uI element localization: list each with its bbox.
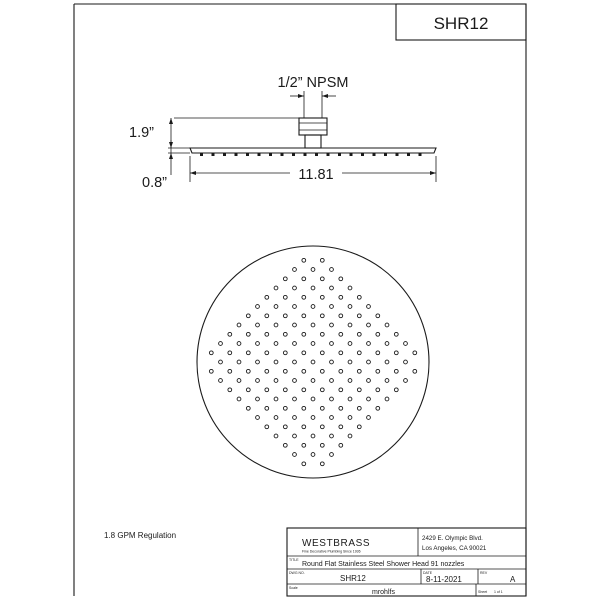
nozzle-hole (228, 388, 232, 392)
nozzle-hole (339, 295, 343, 299)
nozzle-hole (348, 323, 352, 327)
nozzle-hole (311, 305, 315, 309)
nozzle-hole (302, 332, 306, 336)
nozzle-hole (311, 323, 315, 327)
nozzle-hole (283, 425, 287, 429)
sheet-value: 1 of 1 (494, 590, 503, 594)
nozzle-hole (265, 388, 269, 392)
nozzle-hole (246, 369, 250, 373)
nozzle-hole (311, 434, 315, 438)
thread-size-dimension: 1/2” NPSM (277, 75, 349, 91)
nozzle-hole (283, 443, 287, 447)
nozzle-hole (274, 323, 278, 327)
nozzle-hole (320, 406, 324, 410)
nozzle-hole (219, 360, 223, 364)
nozzle-hole (283, 332, 287, 336)
nozzle-hole (256, 416, 260, 420)
plate-thickness-dimension: 0.8” (142, 175, 167, 191)
nozzle-hole (265, 369, 269, 373)
nozzle-hole (237, 397, 241, 401)
nozzle-hole (357, 314, 361, 318)
nozzle-hole (376, 332, 380, 336)
nozzle-hole (246, 406, 250, 410)
nozzle-hole (302, 443, 306, 447)
nozzle-hole (367, 342, 371, 346)
nozzle-hole (302, 388, 306, 392)
nozzle-hole (228, 351, 232, 355)
nozzle-hole (320, 462, 324, 466)
nozzle-tip (407, 153, 410, 156)
nozzle-hole (283, 314, 287, 318)
nozzle-hole (330, 305, 334, 309)
nozzle-hole (348, 342, 352, 346)
nozzle-tip (212, 153, 215, 156)
nozzle-hole (330, 286, 334, 290)
nozzle-hole (320, 295, 324, 299)
nozzle-hole (404, 342, 408, 346)
nozzle-hole (256, 379, 260, 383)
arm-height-dimension: 1.9” (129, 125, 154, 141)
nozzle-hole (256, 342, 260, 346)
nozzle-hole (274, 416, 278, 420)
nozzle-hole (320, 277, 324, 281)
nozzle-hole (274, 434, 278, 438)
nozzle-hole (367, 360, 371, 364)
nozzle-hole (256, 397, 260, 401)
nozzle-hole (357, 388, 361, 392)
nozzle-hole (413, 369, 417, 373)
rev-value: A (510, 575, 516, 584)
nozzle-hole (367, 397, 371, 401)
nozzle-hole (339, 314, 343, 318)
nozzle-hole (367, 305, 371, 309)
nozzle-tip (292, 153, 295, 156)
nozzle-tip (315, 153, 318, 156)
nozzle-tip (223, 153, 226, 156)
nozzle-hole (339, 277, 343, 281)
date-value: 8-11-2021 (426, 575, 462, 584)
nozzle-tip (396, 153, 399, 156)
nozzle-hole (311, 342, 315, 346)
nozzle-hole (357, 425, 361, 429)
nozzle-hole (404, 360, 408, 364)
nozzle-hole (237, 379, 241, 383)
nozzle-hole (237, 323, 241, 327)
nozzle-hole (302, 314, 306, 318)
nozzle-hole (293, 416, 297, 420)
nozzle-tip (361, 153, 364, 156)
nozzle-hole (376, 351, 380, 355)
nozzle-hole (293, 305, 297, 309)
nozzle-hole (330, 397, 334, 401)
nozzle-hole (348, 397, 352, 401)
nozzle-hole (209, 369, 213, 373)
nozzle-tip (350, 153, 353, 156)
scale-label: Scale (289, 586, 298, 590)
nozzle-hole (330, 453, 334, 457)
drawing-title: Round Flat Stainless Steel Shower Head 91 nozzles (302, 561, 465, 568)
nozzle-hole (293, 397, 297, 401)
nozzle-hole (385, 360, 389, 364)
nozzle-hole (274, 286, 278, 290)
nozzle-hole (265, 295, 269, 299)
nozzle-tip (235, 153, 238, 156)
nozzle-hole (339, 406, 343, 410)
address-line-2: Los Angeles, CA 90021 (422, 545, 487, 552)
face-plan-view (197, 246, 429, 478)
nozzle-hole (246, 388, 250, 392)
date-label: DATE (423, 571, 433, 575)
nozzle-tip (246, 153, 249, 156)
nozzle-hole (357, 332, 361, 336)
nozzle-hole (283, 351, 287, 355)
nozzle-hole (274, 360, 278, 364)
nozzle-hole (274, 397, 278, 401)
nozzle-hole (256, 360, 260, 364)
nozzle-hole (339, 425, 343, 429)
nozzle-hole (367, 416, 371, 420)
nozzle-hole (293, 323, 297, 327)
sheet-label: Sheet (478, 590, 488, 594)
nozzle-hole (283, 369, 287, 373)
nozzle-hole (219, 342, 223, 346)
nozzle-hole (339, 332, 343, 336)
nozzle-hole (320, 258, 324, 262)
nozzle-hole (385, 397, 389, 401)
nozzle-hole (228, 332, 232, 336)
nozzle-hole (311, 416, 315, 420)
nozzle-tip (281, 153, 284, 156)
nozzle-hole (293, 286, 297, 290)
nozzle-hole (348, 360, 352, 364)
drawing-number-label: SHR12 (433, 14, 489, 33)
nozzle-hole (404, 379, 408, 383)
nozzle-hole (320, 388, 324, 392)
title-block (287, 528, 526, 596)
nozzle-hole (339, 351, 343, 355)
nozzle-hole (246, 351, 250, 355)
nozzle-hole (256, 305, 260, 309)
title-label: TITLE (289, 558, 299, 562)
nozzle-hole (348, 305, 352, 309)
nozzle-hole (209, 351, 213, 355)
nozzle-tip (419, 153, 422, 156)
nozzle-hole (413, 351, 417, 355)
nozzle-hole (237, 342, 241, 346)
nozzle-hole (302, 351, 306, 355)
nozzle-hole (385, 342, 389, 346)
nozzle-tip (269, 153, 272, 156)
nozzle-hole (302, 406, 306, 410)
nozzle-hole (394, 332, 398, 336)
nozzle-hole (283, 277, 287, 281)
nozzle-hole (302, 277, 306, 281)
nozzle-tip (200, 153, 203, 156)
nozzle-hole (265, 425, 269, 429)
gpm-regulation-note: 1.8 GPM Regulation (104, 531, 177, 540)
company-tagline: Fine Decorative Plumbing Since 1936 (302, 549, 361, 554)
nozzle-hole (348, 379, 352, 383)
nozzle-hole (357, 369, 361, 373)
nozzle-tip (338, 153, 341, 156)
nozzle-hole (367, 323, 371, 327)
nozzle-tip (327, 153, 330, 156)
nozzle-hole (237, 360, 241, 364)
nozzle-hole (283, 406, 287, 410)
nozzle-tip (304, 153, 307, 156)
nozzle-hole (311, 286, 315, 290)
side-elevation-view (129, 75, 436, 191)
nozzle-hole (339, 388, 343, 392)
nozzle-hole (283, 388, 287, 392)
shower-head-plate-profile (190, 148, 436, 153)
nozzle-hole (330, 360, 334, 364)
nozzle-hole (293, 379, 297, 383)
nozzle-hole (265, 314, 269, 318)
nozzle-hole (320, 369, 324, 373)
nozzle-tip (373, 153, 376, 156)
nozzle-hole (376, 406, 380, 410)
nozzle-hole (330, 379, 334, 383)
nozzle-hole (311, 379, 315, 383)
nozzle-hole (357, 295, 361, 299)
nozzle-hole (394, 388, 398, 392)
nozzle-hole (357, 406, 361, 410)
nozzle-hole (265, 332, 269, 336)
nozzle-hole (302, 425, 306, 429)
nozzle-hole (320, 351, 324, 355)
nozzle-hole (330, 416, 334, 420)
address-line-1: 2429 E. Olympic Blvd. (422, 535, 483, 542)
rev-label: REV (480, 571, 488, 575)
nozzle-hole (348, 434, 352, 438)
dwg-no-value: SHR12 (340, 574, 366, 583)
company-name: WESTBRASS (302, 538, 371, 549)
nozzle-hole (394, 369, 398, 373)
nozzle-tip (258, 153, 261, 156)
nozzle-hole (302, 295, 306, 299)
nozzle-hole (348, 286, 352, 290)
nozzle-hole (311, 397, 315, 401)
nozzle-hole (339, 369, 343, 373)
nozzle-hole (339, 443, 343, 447)
nozzle-hole (246, 332, 250, 336)
nozzle-hole (293, 434, 297, 438)
nozzle-hole (311, 360, 315, 364)
nozzle-hole (348, 416, 352, 420)
nozzle-hole (357, 351, 361, 355)
nozzle-hole (330, 434, 334, 438)
nozzle-hole (228, 369, 232, 373)
nozzle-hole (283, 295, 287, 299)
drawn-by-value: mrohlfs (372, 589, 395, 596)
diameter-dimension: 11.81 (298, 167, 334, 183)
nozzle-hole (265, 406, 269, 410)
nozzle-hole (302, 258, 306, 262)
drawing-border (74, 4, 526, 596)
nozzle-hole (320, 425, 324, 429)
nozzle-hole (385, 323, 389, 327)
dwg-no-label: DWG NO. (289, 571, 305, 575)
nozzle-hole (274, 342, 278, 346)
nozzle-hole (330, 323, 334, 327)
nozzle-hole (246, 314, 250, 318)
nozzle-hole (394, 351, 398, 355)
nozzle-hole (302, 369, 306, 373)
nozzle-hole (385, 379, 389, 383)
nozzle-grid (209, 258, 416, 465)
nozzle-hole (265, 351, 269, 355)
shower-arm-connector (299, 118, 327, 135)
nozzle-hole (330, 342, 334, 346)
nozzle-hole (311, 453, 315, 457)
nozzle-hole (293, 360, 297, 364)
drawing-number-box (396, 4, 526, 40)
nozzle-hole (256, 323, 260, 327)
nozzle-hole (376, 369, 380, 373)
nozzle-hole (302, 462, 306, 466)
nozzle-hole (274, 305, 278, 309)
nozzle-hole (320, 443, 324, 447)
nozzle-hole (293, 342, 297, 346)
nozzle-hole (330, 268, 334, 272)
nozzle-hole (274, 379, 278, 383)
nozzle-tip (384, 153, 387, 156)
nozzle-hole (320, 314, 324, 318)
nozzle-hole (219, 379, 223, 383)
nozzle-hole (376, 314, 380, 318)
nozzle-hole (293, 453, 297, 457)
nozzle-hole (376, 388, 380, 392)
nozzle-hole (293, 268, 297, 272)
nozzle-hole (367, 379, 371, 383)
nozzle-hole (311, 268, 315, 272)
nozzle-hole (320, 332, 324, 336)
